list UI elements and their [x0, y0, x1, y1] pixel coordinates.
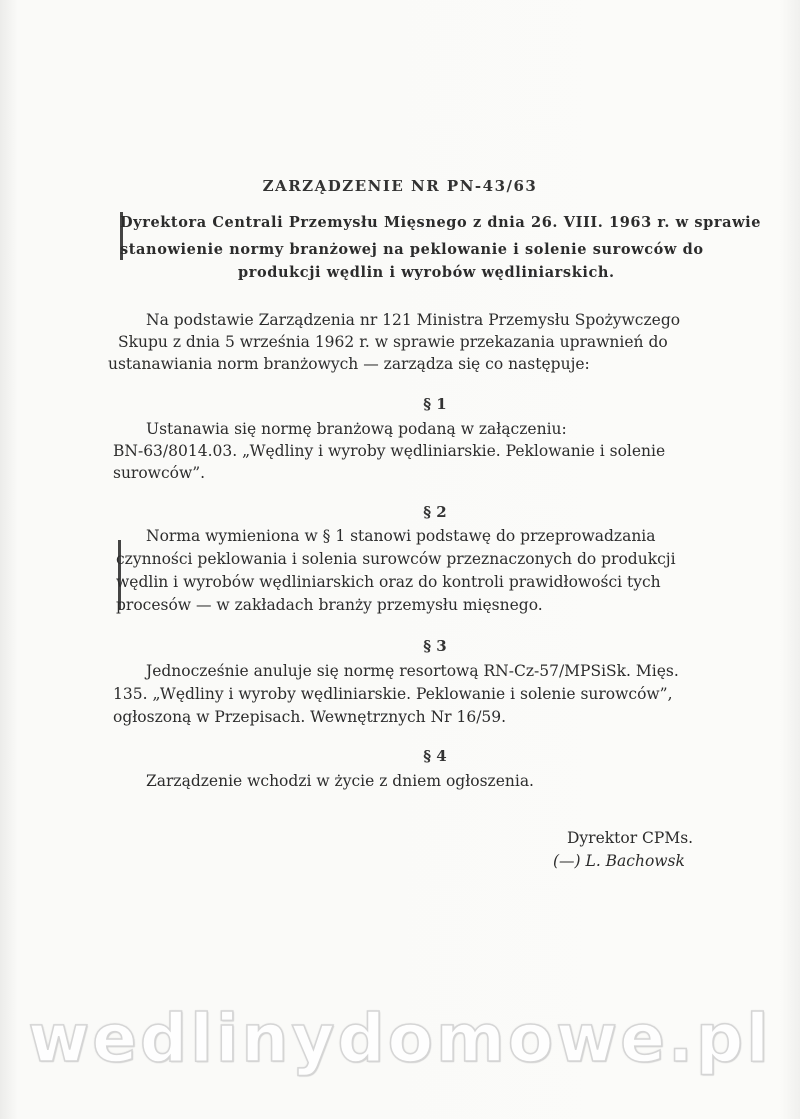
section-line: 135. „Wędliny i wyroby wędliniarskie. Peklowanie i solenie surowców”, — [113, 685, 673, 703]
preamble-line: Na podstawie Zarządzenia nr 121 Ministra Przemysłu Spożywczego — [146, 311, 681, 329]
intro-line: produkcji wędlin i wyrobów wędliniarskich. — [238, 264, 615, 281]
preamble-line: Skupu z dnia 5 września 1962 r. w sprawie przekazania uprawnień do — [118, 333, 668, 351]
section-line: Ustanawia się normę branżową podaną w załączeniu: — [146, 420, 567, 438]
section-line: Jednocześnie anuluje się normę resortową RN-Cz-57/MPSiSk. Mięs. — [146, 662, 679, 680]
watermark: wedlinydomowe.pl — [28, 1000, 772, 1077]
section-line: wędlin i wyrobów wędliniarskich oraz do kontroli prawidłowości tych — [116, 573, 661, 591]
section-line: surowców”. — [113, 464, 206, 482]
preamble-line: ustanawiania norm branżowych — zarządza się co następuje: — [108, 355, 590, 373]
section-line: procesów — w zakładach branży przemysłu mięsnego. — [116, 596, 543, 614]
section-heading: § 2 — [423, 503, 447, 521]
section-line: ogłoszoną w Przepisach. Wewnętrznych Nr 16/59. — [113, 708, 507, 726]
section-heading: § 3 — [423, 637, 447, 655]
section-line: BN-63/8014.03. „Wędliny i wyroby wędliniarskie. Peklowanie i solenie — [113, 442, 666, 460]
signature-role: Dyrektor CPMs. — [567, 829, 694, 847]
section-heading: § 4 — [423, 747, 447, 765]
section-line: Zarządzenie wchodzi w życie z dniem ogłoszenia. — [146, 772, 534, 790]
intro-line: Dyrektora Centrali Przemysłu Mięsnego z dnia 26. VIII. 1963 r. w sprawie — [120, 214, 762, 231]
section-line: czynności peklowania i solenia surowców przeznaczonych do produkcji — [116, 550, 676, 568]
document-title: ZARZĄDZENIE NR PN-43/63 — [262, 177, 538, 195]
signature-name: (—) L. Bachowsk — [553, 852, 685, 870]
intro-line: stanowienie normy branżowej na peklowanie i solenie surowców do — [120, 241, 704, 258]
section-heading: § 1 — [423, 395, 447, 413]
section-line: Norma wymieniona w § 1 stanowi podstawę do przeprowadzania — [146, 527, 656, 545]
